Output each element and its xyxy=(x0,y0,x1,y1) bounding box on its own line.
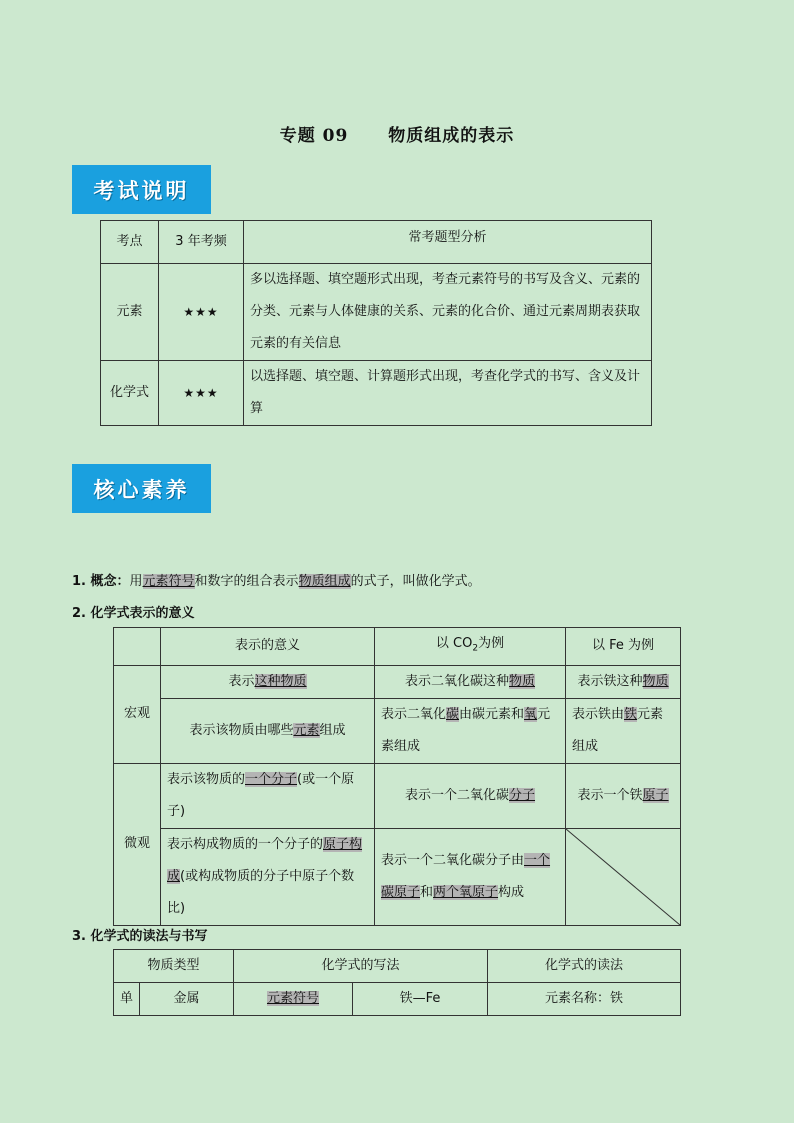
row-point: 元素 xyxy=(101,264,159,361)
header-fe: 以 Fe 为例 xyxy=(566,628,681,666)
header-reading: 化学式的读法 xyxy=(488,950,681,983)
header-frequency: 3 年考频 xyxy=(159,221,244,264)
row-frequency: ★★★ xyxy=(159,264,244,361)
micro-cell: 表示一个二氧化碳分子 xyxy=(375,763,566,828)
macro-cell: 表示二氧化碳这种物质 xyxy=(375,665,566,698)
concept-paragraph: 1. 概念：用元素符号和数字的组合表示物质组成的式子，叫做化学式。 xyxy=(72,574,481,589)
micro-cell: 表示一个二氧化碳分子由一个碳原子和两个氧原子构成 xyxy=(375,828,566,925)
micro-cell: 表示构成物质的一个分子的原子构成(或构成物质的分子中原子个数比) xyxy=(161,828,375,925)
micro-label: 微观 xyxy=(114,763,161,925)
row-frequency: ★★★ xyxy=(159,361,244,426)
meaning-table xyxy=(113,627,681,926)
macro-label: 宏观 xyxy=(114,665,161,763)
row-analysis: 以选择题、填空题、计算题形式出现，考查化学式的书写、含义及计算 xyxy=(244,361,652,426)
banner-exam-description: 考试说明 xyxy=(72,165,211,214)
header-co2: 以 $CO_2$为例 xyxy=(375,628,566,666)
macro-cell: 表示该物质由哪些元素组成 xyxy=(161,698,375,763)
macro-cell: 表示铁这种物质 xyxy=(566,665,681,698)
micro-cell: 表示该物质的一个分子(或一个原子) xyxy=(161,763,375,828)
page-title: 专题 09 物质组成的表示 xyxy=(279,126,515,146)
diagonal-empty-cell xyxy=(566,828,681,925)
exam-table xyxy=(100,220,652,426)
header-point: 考点 xyxy=(101,221,159,264)
header-analysis: 常考题型分析 xyxy=(244,221,652,264)
read-cell: 元素名称：铁 xyxy=(488,983,681,1016)
row-analysis: 多以选择题、填空题形式出现，考查元素符号的书写及含义、元素的分类、元素与人体健康的关系、元素的化合价、通过元素周期表获取元素的有关信息 xyxy=(244,264,652,361)
row-point: 化学式 xyxy=(101,361,159,426)
banner-core-literacy: 核心素养 xyxy=(72,464,211,513)
header-writing: 化学式的写法 xyxy=(234,950,488,983)
category-cell: 单 xyxy=(114,983,140,1016)
section-2-heading: 2. 化学式表示的意义 xyxy=(72,606,195,621)
micro-cell: 表示一个铁原子 xyxy=(566,763,681,828)
macro-cell: 表示这种物质 xyxy=(161,665,375,698)
macro-cell: 表示铁由铁元素组成 xyxy=(566,698,681,763)
example-cell: 铁—Fe xyxy=(353,983,488,1016)
read-write-table xyxy=(113,949,681,1016)
macro-cell: 表示二氧化碳由碳元素和氧元素组成 xyxy=(375,698,566,763)
rule-cell: 元素符号 xyxy=(234,983,353,1016)
header-substance-type: 物质类型 xyxy=(114,950,234,983)
type-cell: 金属 xyxy=(140,983,234,1016)
section-3-heading: 3. 化学式的读法与书写 xyxy=(72,929,208,944)
diagonal-line xyxy=(566,829,680,925)
header-meaning: 表示的意义 xyxy=(161,628,375,666)
